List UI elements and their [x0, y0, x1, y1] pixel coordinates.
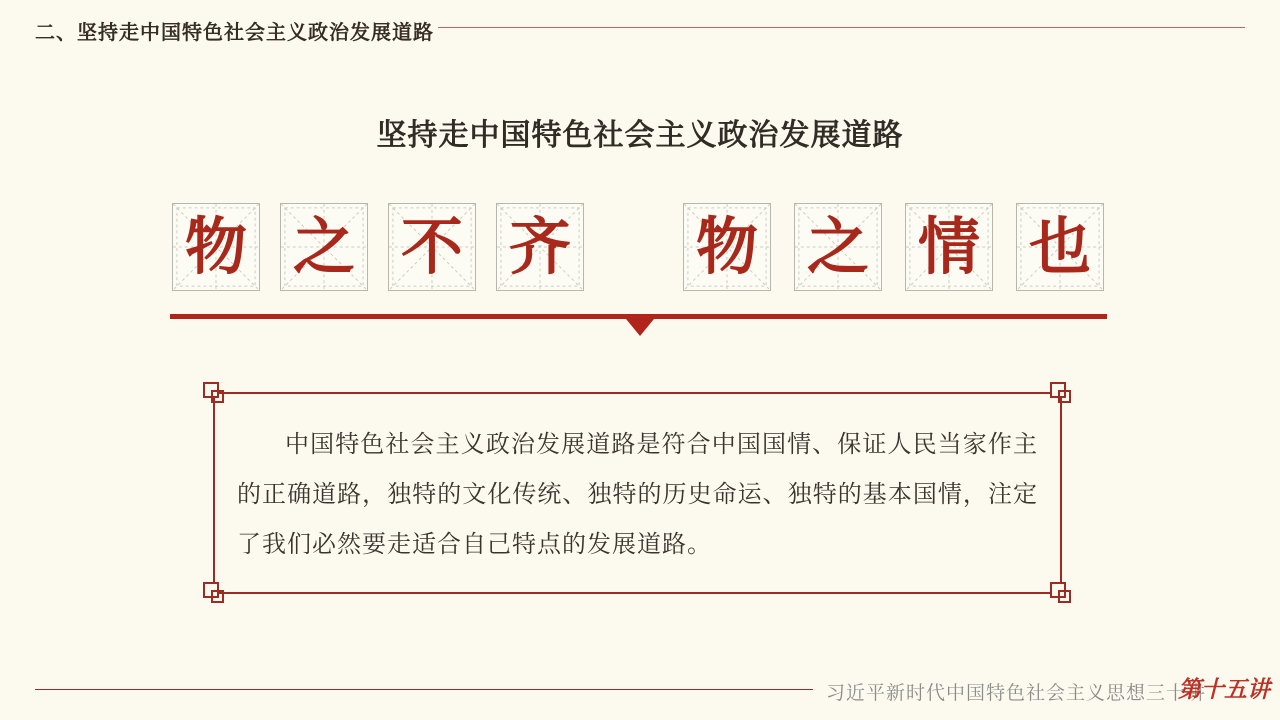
calligraphy-box — [1016, 203, 1104, 291]
calligraphy-character: 齐 — [508, 210, 571, 283]
quote-frame — [213, 392, 1062, 594]
footer-lecture-number: 第十五讲 — [1178, 676, 1270, 703]
calligraphy-phrase-1 — [172, 203, 584, 291]
calligraphy-character: 物 — [695, 210, 758, 283]
slide-title: 坚持走中国特色社会主义政治发展道路 — [376, 119, 904, 152]
calligraphy-character: 之 — [292, 210, 355, 283]
calligraphy-character: 也 — [1028, 210, 1091, 283]
arrow-down-icon — [626, 319, 654, 336]
calligraphy-box — [794, 203, 882, 291]
calligraphy-box — [172, 203, 260, 291]
calligraphy-character: 不 — [400, 210, 463, 283]
calligraphy-character: 物 — [184, 210, 247, 283]
footer-series-title: 习近平新时代中国特色社会主义思想三十讲 — [826, 683, 1207, 704]
quote-paragraph: 中国特色社会主义政治发展道路是符合中国国情、保证人民当家作主的正确道路，独特的文化传统、独特的历史命运、独特的基本国情，注定了我们必然要走适合自己特点的发展道路。 — [237, 431, 1038, 558]
calligraphy-box — [388, 203, 476, 291]
calligraphy-box — [905, 203, 993, 291]
header-divider-line — [438, 27, 1245, 28]
calligraphy-character: 之 — [806, 210, 869, 283]
footer-divider-line — [35, 689, 813, 690]
calligraphy-box — [280, 203, 368, 291]
calligraphy-box — [496, 203, 584, 291]
section-kicker: 二、坚持走中国特色社会主义政治发展道路 — [35, 22, 434, 44]
calligraphy-box — [683, 203, 771, 291]
calligraphy-phrase-2 — [683, 203, 1104, 291]
calligraphy-character: 情 — [917, 210, 980, 283]
